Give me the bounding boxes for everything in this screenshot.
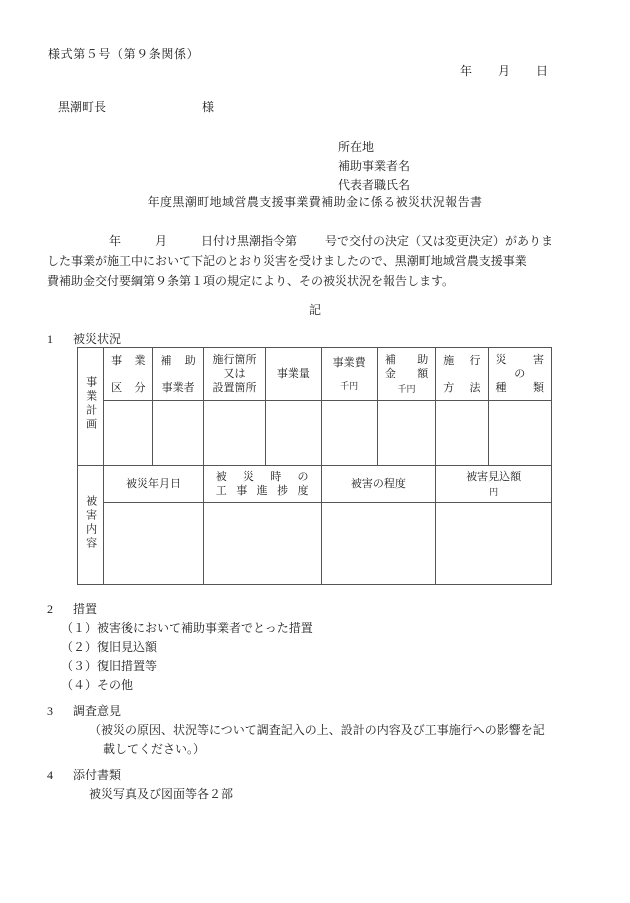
col-header-subsidized-business-l1: 補助	[160, 354, 196, 367]
section4-label: 添付書類	[73, 768, 122, 782]
col-header-damage-date	[104, 466, 204, 503]
col-header-disaster-type-l3: 種類	[495, 382, 544, 394]
body-line1-text: 日付け黒潮指令第	[201, 234, 298, 248]
col-header-business-category-l2: 区分	[111, 381, 146, 394]
section1-number: 1	[47, 332, 53, 346]
cell-business-category[interactable]	[104, 401, 153, 466]
col-header-subsidy-amount-l1: 補助	[384, 353, 429, 366]
date-month-label: 月	[498, 64, 511, 78]
col-header-estimated-damage	[436, 466, 552, 503]
section2-item-3: （３）復旧措置等	[61, 659, 158, 673]
row-label-plan	[78, 348, 104, 466]
document-title: 年度黒潮町地域営農支援事業費補助金に係る被災状況報告書	[147, 195, 483, 209]
body-line1-tail: 号で交付の決定（又は変更決定）がありま	[325, 234, 554, 248]
table-row-plan-header	[78, 348, 552, 401]
body-line-3: 費補助金交付要綱第９条第１項の規定により、その被災状況を報告します。	[47, 274, 455, 288]
applicant-block	[338, 138, 410, 195]
table-row-damage-data	[78, 503, 552, 585]
ki-marker: 記	[308, 303, 321, 317]
col-header-construction-method-l2: 方法	[443, 381, 481, 394]
col-header-subsidized-business	[153, 348, 203, 401]
col-header-estimated-damage-l1: 被害見込額	[466, 470, 522, 483]
cell-project-cost[interactable]	[321, 401, 377, 466]
col-header-work-location-l3: 設置箇所	[212, 382, 257, 394]
section2-item-2: （２）復旧見込額	[61, 640, 158, 654]
col-header-subsidized-business-l2: 事業者	[161, 381, 195, 394]
col-header-work-progress-l2: 工事進捗度	[215, 485, 309, 497]
col-header-disaster-type-l2: の	[514, 368, 526, 380]
col-header-estimated-damage-unit: 円	[489, 486, 499, 497]
date-day-label: 日	[536, 64, 549, 78]
col-header-damage-date-l1: 被災年月日	[125, 478, 181, 490]
section2-number: 2	[47, 602, 53, 616]
body-line-1	[47, 231, 585, 251]
form-number: 様式第５号（第９条関係）	[48, 47, 200, 61]
cell-work-location[interactable]	[203, 401, 265, 466]
col-header-project-cost-unit: 千円	[340, 380, 359, 391]
cell-disaster-type[interactable]	[488, 401, 551, 466]
applicant-representative-label: 代表者職氏名	[338, 178, 411, 192]
section3-heading	[47, 702, 545, 721]
header-date-line	[460, 62, 548, 79]
section2-label: 措置	[73, 602, 98, 616]
damage-report-table	[77, 347, 552, 585]
col-header-subsidy-amount-l2: 金額	[384, 367, 429, 380]
section3-number: 3	[47, 704, 53, 718]
body-year-label: 年	[109, 234, 122, 248]
col-header-business-category	[104, 348, 153, 401]
row-label-damage-text: 被害内容	[84, 494, 97, 551]
col-header-work-volume	[266, 348, 321, 401]
col-header-subsidy-amount-unit: 千円	[397, 383, 416, 394]
col-header-work-location	[203, 348, 265, 401]
cell-subsidized-business[interactable]	[153, 401, 203, 466]
date-year-label: 年	[460, 64, 473, 78]
table-row-plan-data	[78, 401, 552, 466]
section3-note-line-1: （被災の原因、状況等について調査記入の上、設計の内容及び工事施行への影響を記	[89, 723, 545, 737]
col-header-work-volume-l1: 事業量	[276, 368, 310, 380]
section4-number: 4	[47, 768, 53, 782]
cell-construction-method[interactable]	[436, 401, 488, 466]
cell-work-progress[interactable]	[203, 503, 321, 585]
section3-note-line-2: 載してください。）	[103, 742, 206, 756]
section2-heading	[47, 600, 313, 619]
section2	[47, 600, 313, 695]
body-month-label: 月	[155, 234, 168, 248]
damage-report-table-wrap	[77, 347, 552, 580]
section4-item: 被災写真及び図面等各２部	[89, 787, 234, 801]
col-header-subsidy-amount	[377, 348, 435, 401]
col-header-disaster-type-l1: 災害	[495, 354, 544, 366]
cell-estimated-damage[interactable]	[436, 503, 552, 585]
section4-heading	[47, 766, 233, 785]
table-row-damage-header	[78, 466, 552, 503]
col-header-work-progress	[203, 466, 321, 503]
applicant-business-name-label: 補助事業者名	[338, 159, 411, 173]
addressee	[58, 98, 214, 115]
col-header-project-cost	[321, 348, 377, 401]
row-label-damage	[78, 466, 104, 585]
cell-damage-extent[interactable]	[321, 503, 436, 585]
col-header-project-cost-l1: 事業費	[332, 356, 366, 369]
addressee-honorific: 様	[202, 100, 215, 114]
body-line-2: した事業が施工中において下記のとおり災害を受けましたので、黒潮町地域営農支援事業	[47, 254, 527, 268]
applicant-address-label: 所在地	[338, 140, 375, 154]
col-header-work-location-l2: 又は	[223, 368, 246, 380]
cell-subsidy-amount[interactable]	[377, 401, 435, 466]
section1-heading	[47, 330, 121, 347]
col-header-business-category-l1: 事業	[111, 354, 146, 367]
col-header-construction-method	[436, 348, 488, 401]
col-header-work-location-l1: 施行箇所	[212, 354, 257, 366]
body-paragraph	[47, 231, 585, 291]
col-header-disaster-type	[488, 348, 551, 401]
section2-item-4: （４）その他	[61, 678, 134, 692]
section3	[47, 702, 545, 759]
cell-work-volume[interactable]	[266, 401, 321, 466]
col-header-construction-method-l1: 施行	[443, 354, 481, 367]
cell-damage-date[interactable]	[104, 503, 204, 585]
col-header-work-progress-l1: 被災時の	[215, 471, 309, 483]
section2-item-1: （１）被害後において補助事業者でとった措置	[61, 621, 313, 635]
row-label-plan-text: 事業計画	[84, 376, 97, 432]
col-header-damage-extent-l1: 被害の程度	[350, 478, 406, 490]
addressee-name: 黒潮町長	[58, 100, 107, 114]
section1-label: 被災状況	[73, 332, 122, 346]
section3-label: 調査意見	[73, 704, 122, 718]
col-header-damage-extent	[321, 466, 436, 503]
section4	[47, 766, 233, 804]
